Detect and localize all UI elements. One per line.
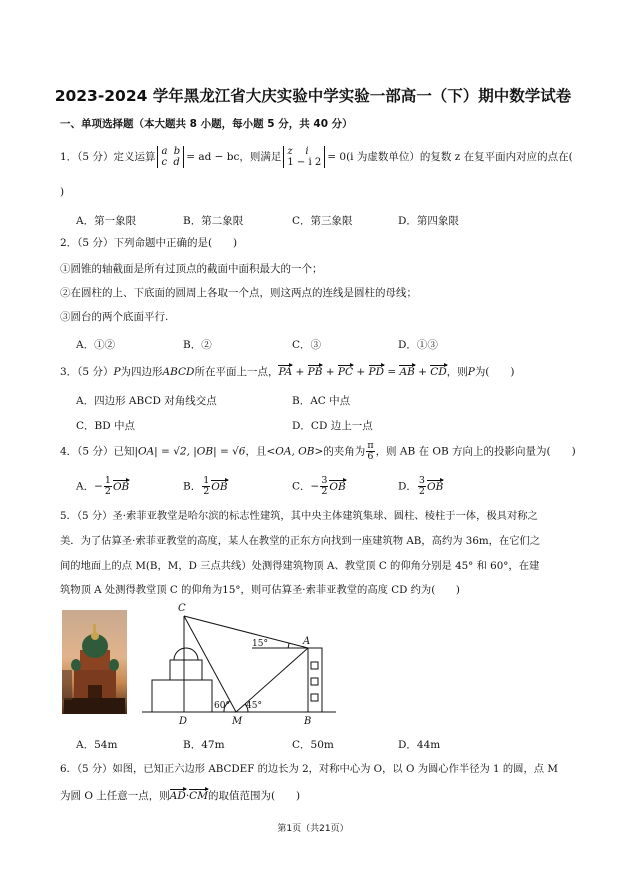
q3-option-a: A．四边形 ABCD 对角线交点 bbox=[76, 395, 217, 407]
q2-statement-1: ①圆锥的轴截面是所有过顶点的截面中面积最大的一个； bbox=[60, 263, 323, 275]
question-5-line-3: 间的地面上的点 M(B，M，D 三点共线）处测得建筑物顶 A、教堂顶 C 的仰角分别是 45° 和 60°，在建 bbox=[60, 560, 540, 572]
q5-option-c: C．50m bbox=[292, 739, 334, 751]
q2-statement-3: ③圆台的两个底面平行. bbox=[60, 311, 169, 323]
angle-label-60: 60° bbox=[214, 701, 230, 711]
church-base bbox=[152, 680, 212, 712]
q4-option-b: B． $\frac{1}{2}$ OB bbox=[183, 475, 228, 497]
q1-option-a: A．第一象限 bbox=[76, 215, 137, 227]
angle-arc-15 bbox=[288, 643, 289, 648]
q1-option-c: C．第三象限 bbox=[292, 215, 353, 227]
church-dome bbox=[174, 648, 198, 660]
question-4-stem: 4．（5 分）已知|OA| = √2, |OB| = √6，且<OA, OB>的夹角为 $\frac{\pi}{6}$ ，则 AB 在 OB 方向上的投影向量为( ) bbox=[60, 440, 576, 462]
q4-option-d: D． $\frac{3}{2}$ OB bbox=[398, 475, 444, 497]
q3-option-b: B．AC 中点 bbox=[292, 395, 351, 407]
question-5-line-4: 筑物顶 A 处测得教堂顶 C 的仰角为15°，则可估算圣·索菲亚教堂的高度 CD 约为( ) bbox=[60, 584, 460, 596]
label-c: C bbox=[178, 603, 186, 614]
church-middle bbox=[170, 660, 202, 680]
question-3-stem: 3．（5 分）P为四边形ABCD所在平面上一点，PA + PB + PC + PD = AB + CD，则P为( ) bbox=[60, 366, 515, 378]
building-window-3 bbox=[311, 694, 318, 701]
angle-label-15: 15° bbox=[252, 639, 268, 649]
geometry-figure bbox=[140, 600, 340, 730]
q4-option-c: C．− $\frac{3}{2}$ OB bbox=[292, 475, 346, 497]
q2-option-d: D．①③ bbox=[398, 339, 438, 351]
building-window-1 bbox=[311, 662, 318, 669]
label-a: A bbox=[303, 636, 311, 647]
q2-option-a: A．①② bbox=[76, 339, 116, 351]
label-m: M bbox=[232, 716, 243, 727]
q3-option-c: C．BD 中点 bbox=[76, 420, 136, 432]
question-5-line-1: 5．（5 分）圣·索菲亚教堂是哈尔滨的标志性建筑，其中央主体建筑集球、圆柱、棱柱于一体，极具对称之 bbox=[60, 510, 538, 522]
q5-option-d: D．44m bbox=[398, 739, 441, 751]
q5-option-a: A．54m bbox=[76, 739, 118, 751]
cathedral-illustration bbox=[62, 610, 127, 714]
label-b: B bbox=[304, 716, 312, 727]
q2-option-b: B．② bbox=[183, 339, 212, 351]
determinant-abcd: a b c d bbox=[157, 146, 184, 168]
page-footer: 第1页（共21页） bbox=[277, 824, 349, 834]
question-6-line-2: 为圆 O 上任意一点，则AD·CM的取值范围为( ) bbox=[60, 790, 301, 802]
line-cm bbox=[184, 616, 236, 712]
section-heading: 一、单项选择题（本大题共 8 小题，每小题 5 分，共 40 分） bbox=[60, 118, 353, 130]
question-5-line-2: 美．为了估算圣·索菲亚教堂的高度，某人在教堂的正东方向找到一座建筑物 AB，高约为 36m，在它们之 bbox=[60, 535, 541, 547]
page-title: 2023-2024 学年黑龙江省大庆实验中学实验一部高一（下）期中数学试卷 bbox=[54, 87, 572, 105]
q1-option-b: B．第二象限 bbox=[183, 215, 244, 227]
question-1-tail: ) bbox=[60, 186, 65, 198]
q1-option-d: D．第四象限 bbox=[398, 215, 459, 227]
question-1-stem: 1．（5 分）定义运算 a b c d = ad − bc，则满足 z i 1 − i 2 = 0(i 为虚数单位）的复数 z 在复平面内对应的点在( bbox=[60, 146, 573, 168]
question-6-line-1: 6．（5 分）如图，已知正六边形 ABCDEF 的边长为 2，对称中心为 O，以 O 为圆心作半径为 1 的圆，点 M bbox=[60, 763, 558, 775]
q5-option-b: B．47m bbox=[183, 739, 225, 751]
determinant-z: z i 1 − i 2 bbox=[283, 146, 325, 168]
q2-option-c: C．③ bbox=[292, 339, 322, 351]
cathedral-photo bbox=[62, 610, 127, 714]
label-d: D bbox=[179, 716, 188, 727]
building-window-2 bbox=[311, 678, 318, 685]
q4-option-a: A．− $\frac{1}{2}$ OB bbox=[76, 475, 130, 497]
angle-label-45: 45° bbox=[246, 701, 262, 711]
question-2-stem: 2．（5 分）下列命题中正确的是( ) bbox=[60, 237, 238, 249]
q3-option-d: D．CD 边上一点 bbox=[292, 420, 373, 432]
q2-statement-2: ②在圆柱的上、下底面的圆周上各取一个点，则这两点的连线是圆柱的母线； bbox=[60, 287, 417, 299]
building-ab bbox=[308, 648, 322, 712]
